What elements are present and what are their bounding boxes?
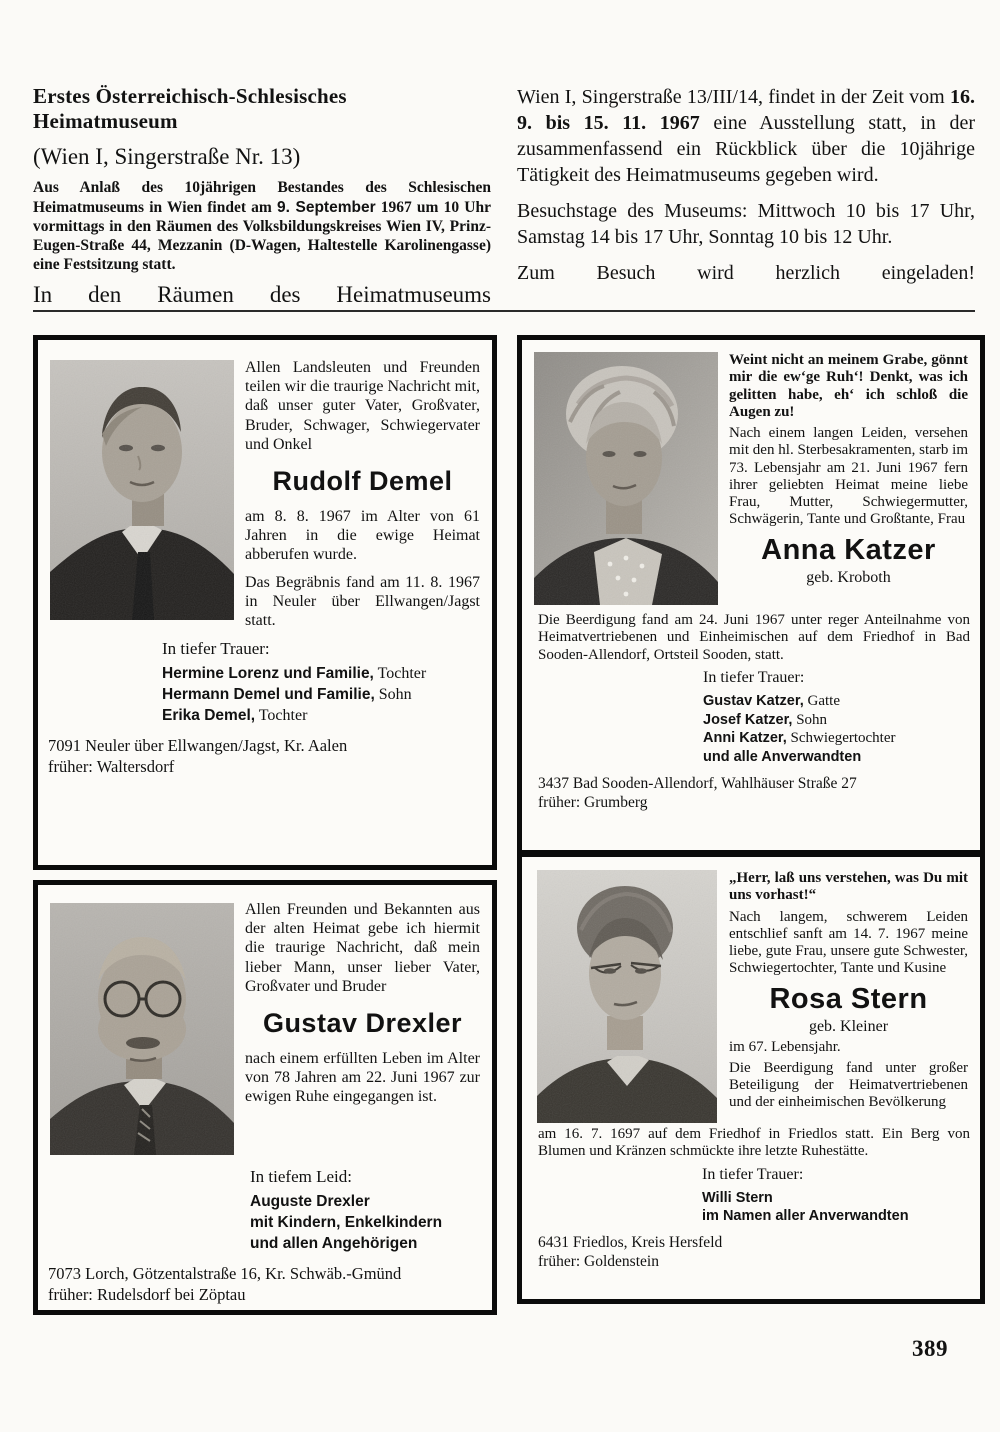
obituary-stern-address: [538, 1233, 972, 1272]
obituary-stern-age-line: im 67. Lebensjahr.: [729, 1038, 841, 1055]
announcement-title-line2: Heimatmuseum: [33, 109, 178, 134]
mourner-line: [702, 1189, 972, 1208]
mourning-label-demel: In tiefer Trauer:: [162, 639, 270, 659]
mourner-name: Hermann Demel und Familie,: [162, 685, 375, 703]
announcement-visiting-hours: Besuchstage des Museums: Mittwoch 10 bis 17 Uhr, Samstag 14 bis 17 Uhr, Sonntag 10 bis 12 Uhr.: [517, 200, 975, 248]
announcement-paragraph-pre: Aus Anlaß des 10jährigen Bestandes des Schlesischen Heimatmuseums in Wien findet am: [33, 179, 491, 216]
portrait-drexler-illustration: [50, 903, 234, 1155]
announcement-p1-post: eine Ausstellung statt, in der zusammenfassend ein Rückblick über die 10jährige Tätigkeit des Heimatmuseums gegeben wird.: [517, 112, 976, 186]
obituary-drexler-intro: Allen Freunden und Bekannten aus der alten Heimat gebe ich hiermit die traurige Nachricht, daß mein lieber Mann, unser lieber Vater, Großvater und Bruder: [245, 901, 480, 995]
mourner-line: [703, 729, 972, 748]
mourner-name: Gustav Katzer,: [703, 692, 804, 709]
obituary-drexler-text-column: [245, 885, 480, 1158]
announcement-right-column: [517, 84, 975, 296]
obituary-katzer-burial-notice: Die Beerdigung fand am 24. Juni 1967 unter reger Anteilnahme von Heimatvertriebenen und Einheimischen auf dem Friedhof in Bad Sooden-Allendorf, Ortsteil Sooden, statt.: [538, 612, 970, 663]
announcement-paragraph-post: 1967 um 10 Uhr vormittags in den Räumen des Volksbildungskreises Wien IV, Prinz-Eugen-Straße 44, Mezzanin (D-Wagen, Haltestelle Karolinengasse) eine Festsitzung statt.: [33, 198, 491, 274]
announcement-left-column: [33, 84, 491, 308]
mourner-name: und allen Angehörigen: [250, 1234, 418, 1252]
obituary-stern-mourners-block: [702, 1166, 972, 1227]
announcement-title-line1: Erstes Österreichisch-Schlesisches: [33, 84, 347, 108]
mourner-line: [250, 1192, 482, 1213]
deceased-name-demel: Rudolf Demel: [272, 465, 453, 496]
announcement-invitation-line: Zum Besuch wird herzlich eingeladen!: [517, 262, 975, 284]
obituary-demel-intro: Allen Landsleuten und Freunden teilen wir die traurige Nachricht mit, daß unser guter Vater, Großvater, Bruder, Schwager, Schwiegervater und Onkel: [245, 359, 480, 453]
obituary-stern-text-column: [729, 857, 968, 1126]
maiden-name-katzer: geb. Kroboth: [806, 568, 891, 586]
deceased-name-drexler: Gustav Drexler: [262, 1007, 463, 1038]
obituary-katzer-address: [538, 774, 972, 813]
portrait-stern-illustration: [537, 870, 717, 1123]
obituary-stern-burial-start: Die Beerdigung fand unter großer Beteiligung der Heimatvertriebenen und der einheimischen Bevölkerung: [729, 1059, 968, 1111]
mourning-label-stern: In tiefer Trauer:: [702, 1165, 804, 1183]
deceased-name-katzer: Anna Katzer: [761, 533, 936, 566]
address-line-1: 7073 Lorch, Götzentalstraße 16, Kr. Schwäb.-Gmünd: [48, 1264, 402, 1284]
mourner-name: Auguste Drexler: [250, 1193, 370, 1210]
mourner-name: im Namen aller Anverwandten: [702, 1208, 909, 1225]
mourner-name: Willi Stern: [702, 1189, 773, 1206]
mourner-role: Tochter: [255, 706, 308, 724]
obituary-stern-intro: Nach langem, schwerem Leiden entschlief sanft am 14. 7. 1967 meine liebe, gute Frau, unsere gute Schwester, Schwiegertochter, Tante und Kusine: [729, 908, 968, 977]
announcement-p1-bold-dates: 16. 9. bis 15. 11. 1967: [517, 86, 975, 134]
obituary-demel-burial-notice: Das Begräbnis fand am 11. 8. 1967 in Neuler über Ellwangen/Jagst statt.: [245, 573, 480, 629]
announcement-title: [33, 84, 491, 134]
mourner-line: [250, 1234, 482, 1255]
mourner-role: Tochter: [373, 665, 427, 683]
mourner-line: [162, 706, 482, 727]
obituary-box-demel: [33, 335, 497, 870]
mourning-label-drexler: In tiefem Leid:: [250, 1167, 352, 1186]
obituary-demel-death-notice: am 8. 8. 1967 im Alter von 61 Jahren in die ewige Heimat abberufen wurde.: [245, 507, 480, 564]
obituary-katzer-verse: Weint nicht an meinem Grabe, gönnt mir die ew‘ge Ruh‘! Denkt, was ich gelitten habe, eh‘ ich schloß die Augen zu!: [729, 352, 968, 420]
portrait-photo-drexler: [50, 903, 234, 1155]
mourner-name: Josef Katzer,: [703, 711, 793, 728]
obituary-box-katzer: [517, 335, 985, 855]
mourner-role: Schwiegertochter: [786, 730, 896, 747]
announcement-paragraph-2: [517, 84, 975, 188]
mourner-name: und alle Anverwandten: [703, 749, 862, 765]
obituary-katzer-mourners-block: [703, 669, 972, 767]
mourner-line: [703, 692, 972, 711]
mourner-name: Erika Demel,: [162, 706, 256, 724]
address-line-1: 7091 Neuler über Ellwangen/Jagst, Kr. Aalen: [48, 736, 348, 756]
section-divider-rule: [33, 310, 975, 312]
mourner-line: [162, 685, 482, 706]
obituary-stern-burial-end: am 16. 7. 1697 auf dem Friedhof in Friedlos statt. Ein Berg von Blumen und Kränzen schmückte ihre letzte Ruhestätte.: [538, 1126, 970, 1160]
mourner-role: Gatte: [803, 692, 840, 709]
mourner-name: Anni Katzer,: [703, 730, 787, 747]
mourning-label-katzer: In tiefer Trauer:: [703, 668, 805, 686]
portrait-photo-stern: [537, 870, 717, 1123]
announcement-p1-pre: Wien I, Singerstraße 13/III/14, findet in der Zeit vom: [517, 86, 950, 108]
obituary-stern-quote: „Herr, laß uns verstehen, was Du mit uns vorhast!“: [729, 870, 968, 904]
address-line-2: früher: Goldenstein: [538, 1253, 659, 1271]
mourner-name: mit Kindern, Enkelkindern: [250, 1213, 443, 1231]
address-line-1: 3437 Bad Sooden-Allendorf, Wahlhäuser Straße 27: [538, 774, 857, 792]
address-line-2: früher: Grumberg: [538, 794, 648, 812]
obituary-box-drexler: [33, 880, 497, 1315]
mourner-line: [250, 1213, 482, 1234]
address-line-1: 6431 Friedlos, Kreis Hersfeld: [538, 1234, 723, 1251]
obituary-drexler-mourners-block: [250, 1167, 482, 1254]
obituary-demel-address: [48, 736, 482, 777]
obituary-katzer-intro: Nach einem langen Leiden, versehen mit den hl. Sterbesakramenten, starb im 73. Lebensjahr am 21. Juni 1967 fern ihrer geliebten Heimat meine liebe Frau, Mutter, Schwiegermutter, Schwägerin, Tante und Großtante, Frau: [729, 425, 968, 528]
portrait-demel-illustration: [50, 360, 234, 620]
announcement-continuation-line: In den Räumen des Heimatmuseums: [33, 282, 491, 308]
announcement-subtitle: (Wien I, Singerstraße Nr. 13): [33, 144, 301, 170]
mourner-line: [703, 748, 972, 767]
mourner-line: [702, 1207, 972, 1226]
mourner-role: Sohn: [792, 711, 828, 728]
obituary-drexler-death-notice: nach einem erfüllten Leben im Alter von 78 Jahren am 22. Juni 1967 zur ewigen Ruhe eingegangen ist.: [245, 1049, 480, 1106]
mourner-line: [703, 711, 972, 730]
obituary-katzer-text-column: [729, 340, 968, 608]
mourner-name: Hermine Lorenz und Familie,: [162, 665, 374, 683]
obituary-demel-text-column: [245, 340, 480, 630]
obituary-box-stern: [517, 852, 985, 1304]
deceased-name-stern: Rosa Stern: [769, 982, 928, 1015]
portrait-photo-katzer: [534, 352, 718, 605]
obituary-demel-mourners-block: [162, 639, 482, 726]
mourner-line: [162, 664, 482, 685]
announcement-paragraph: [33, 178, 491, 274]
page-number: 389: [912, 1336, 948, 1361]
announcement-paragraph-bold-date: 9. September: [276, 198, 376, 216]
maiden-name-stern: geb. Kleiner: [808, 1017, 889, 1035]
obituary-drexler-address: [48, 1264, 482, 1305]
portrait-katzer-illustration: [534, 352, 718, 605]
address-line-2: früher: Waltersdorf: [48, 757, 175, 777]
mourner-role: Sohn: [374, 685, 412, 703]
address-line-2: früher: Rudelsdorf bei Zöptau: [48, 1285, 246, 1305]
portrait-photo-demel: [50, 360, 234, 620]
